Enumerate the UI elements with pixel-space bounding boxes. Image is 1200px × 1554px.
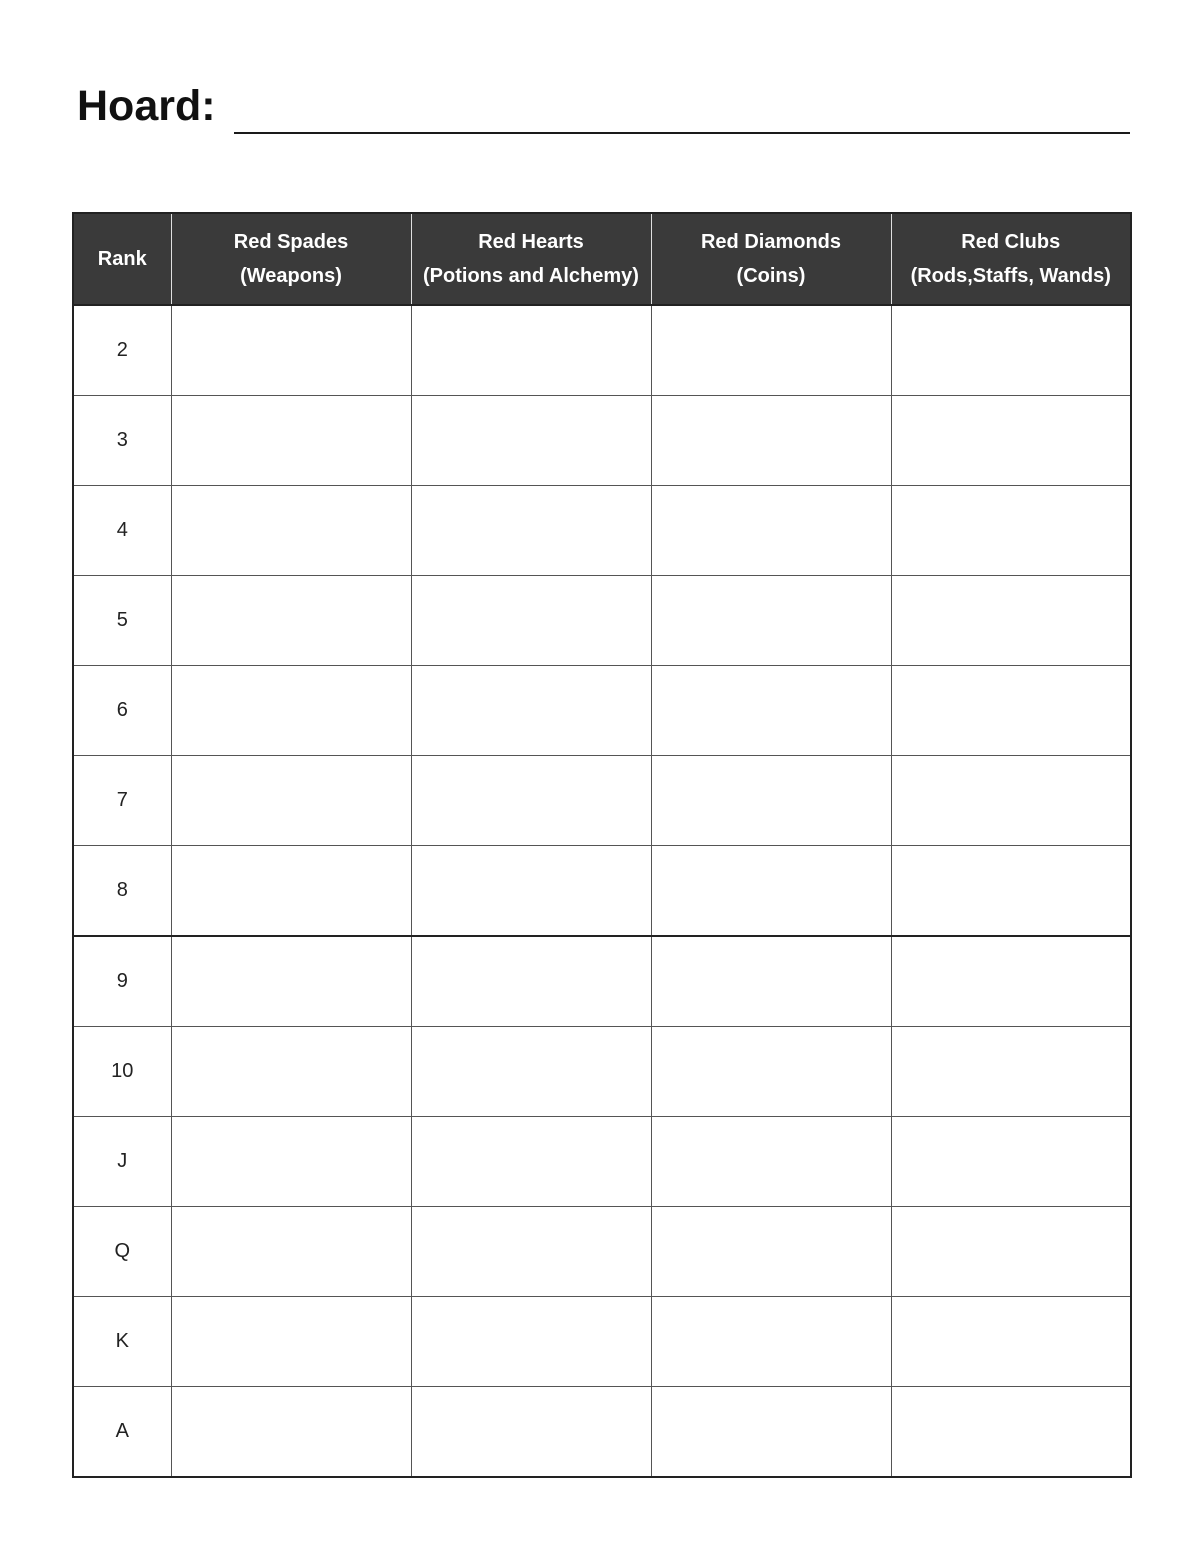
red-hearts-cell[interactable] bbox=[411, 1387, 651, 1478]
rank-cell: J bbox=[73, 1117, 171, 1207]
red-clubs-cell[interactable] bbox=[891, 936, 1131, 1027]
red-diamonds-cell[interactable] bbox=[651, 1027, 891, 1117]
red-diamonds-cell[interactable] bbox=[651, 1117, 891, 1207]
red-hearts-cell[interactable] bbox=[411, 1207, 651, 1297]
red-hearts-cell[interactable] bbox=[411, 666, 651, 756]
column-header-red-spades: Red Spades (Weapons) bbox=[171, 213, 411, 305]
table-body bbox=[73, 305, 1131, 1477]
red-hearts-cell[interactable] bbox=[411, 846, 651, 937]
red-spades-cell[interactable] bbox=[171, 1297, 411, 1387]
red-hearts-cell[interactable] bbox=[411, 576, 651, 666]
red-hearts-cell[interactable] bbox=[411, 486, 651, 576]
red-hearts-cell[interactable] bbox=[411, 756, 651, 846]
rank-cell: 8 bbox=[73, 846, 171, 937]
rank-cell: K bbox=[73, 1297, 171, 1387]
red-spades-cell[interactable] bbox=[171, 486, 411, 576]
hoard-table bbox=[72, 212, 1132, 1478]
table-row bbox=[73, 305, 1131, 396]
rank-cell: A bbox=[73, 1387, 171, 1478]
red-clubs-cell[interactable] bbox=[891, 396, 1131, 486]
table-row bbox=[73, 756, 1131, 846]
red-spades-cell[interactable] bbox=[171, 396, 411, 486]
red-spades-cell[interactable] bbox=[171, 846, 411, 937]
rank-cell: 4 bbox=[73, 486, 171, 576]
table-row bbox=[73, 936, 1131, 1027]
rank-cell: 2 bbox=[73, 305, 171, 396]
rank-cell: 3 bbox=[73, 396, 171, 486]
table-row bbox=[73, 1387, 1131, 1478]
column-header-red-clubs: Red Clubs (Rods,Staffs, Wands) bbox=[891, 213, 1131, 305]
table-row bbox=[73, 1117, 1131, 1207]
rank-cell: 6 bbox=[73, 666, 171, 756]
table-row bbox=[73, 486, 1131, 576]
red-clubs-cell[interactable] bbox=[891, 1207, 1131, 1297]
red-clubs-cell[interactable] bbox=[891, 576, 1131, 666]
red-diamonds-cell[interactable] bbox=[651, 305, 891, 396]
red-hearts-cell[interactable] bbox=[411, 396, 651, 486]
column-header-red-diamonds: Red Diamonds (Coins) bbox=[651, 213, 891, 305]
red-diamonds-cell[interactable] bbox=[651, 846, 891, 937]
red-hearts-cell[interactable] bbox=[411, 1027, 651, 1117]
red-clubs-cell[interactable] bbox=[891, 486, 1131, 576]
rank-cell: 5 bbox=[73, 576, 171, 666]
red-diamonds-cell[interactable] bbox=[651, 1387, 891, 1478]
red-diamonds-cell[interactable] bbox=[651, 486, 891, 576]
red-clubs-cell[interactable] bbox=[891, 1027, 1131, 1117]
red-spades-cell[interactable] bbox=[171, 1117, 411, 1207]
red-clubs-cell[interactable] bbox=[891, 846, 1131, 937]
red-clubs-cell[interactable] bbox=[891, 1297, 1131, 1387]
red-hearts-cell[interactable] bbox=[411, 305, 651, 396]
red-clubs-cell[interactable] bbox=[891, 1387, 1131, 1478]
table-row bbox=[73, 1297, 1131, 1387]
red-hearts-cell[interactable] bbox=[411, 1297, 651, 1387]
red-hearts-cell[interactable] bbox=[411, 1117, 651, 1207]
rank-cell: 7 bbox=[73, 756, 171, 846]
table-header-row bbox=[73, 213, 1131, 305]
table-row bbox=[73, 846, 1131, 937]
red-clubs-cell[interactable] bbox=[891, 756, 1131, 846]
red-diamonds-cell[interactable] bbox=[651, 756, 891, 846]
red-spades-cell[interactable] bbox=[171, 1387, 411, 1478]
red-clubs-cell[interactable] bbox=[891, 1117, 1131, 1207]
page-title: Hoard: bbox=[77, 82, 216, 130]
red-spades-cell[interactable] bbox=[171, 666, 411, 756]
red-spades-cell[interactable] bbox=[171, 1027, 411, 1117]
red-spades-cell[interactable] bbox=[171, 756, 411, 846]
red-diamonds-cell[interactable] bbox=[651, 666, 891, 756]
red-diamonds-cell[interactable] bbox=[651, 1297, 891, 1387]
red-hearts-cell[interactable] bbox=[411, 936, 651, 1027]
rank-cell: 9 bbox=[73, 936, 171, 1027]
table-row bbox=[73, 396, 1131, 486]
red-clubs-cell[interactable] bbox=[891, 666, 1131, 756]
red-spades-cell[interactable] bbox=[171, 576, 411, 666]
red-spades-cell[interactable] bbox=[171, 936, 411, 1027]
red-diamonds-cell[interactable] bbox=[651, 576, 891, 666]
table-row bbox=[73, 666, 1131, 756]
table-row bbox=[73, 1207, 1131, 1297]
column-header-rank: Rank bbox=[73, 213, 171, 305]
red-diamonds-cell[interactable] bbox=[651, 396, 891, 486]
table-row bbox=[73, 576, 1131, 666]
red-clubs-cell[interactable] bbox=[891, 305, 1131, 396]
red-spades-cell[interactable] bbox=[171, 1207, 411, 1297]
rank-cell: Q bbox=[73, 1207, 171, 1297]
red-spades-cell[interactable] bbox=[171, 305, 411, 396]
rank-cell: 10 bbox=[73, 1027, 171, 1117]
hoard-name-underline[interactable] bbox=[234, 132, 1130, 134]
red-diamonds-cell[interactable] bbox=[651, 1207, 891, 1297]
table-row bbox=[73, 1027, 1131, 1117]
column-header-red-hearts: Red Hearts (Potions and Alchemy) bbox=[411, 213, 651, 305]
red-diamonds-cell[interactable] bbox=[651, 936, 891, 1027]
